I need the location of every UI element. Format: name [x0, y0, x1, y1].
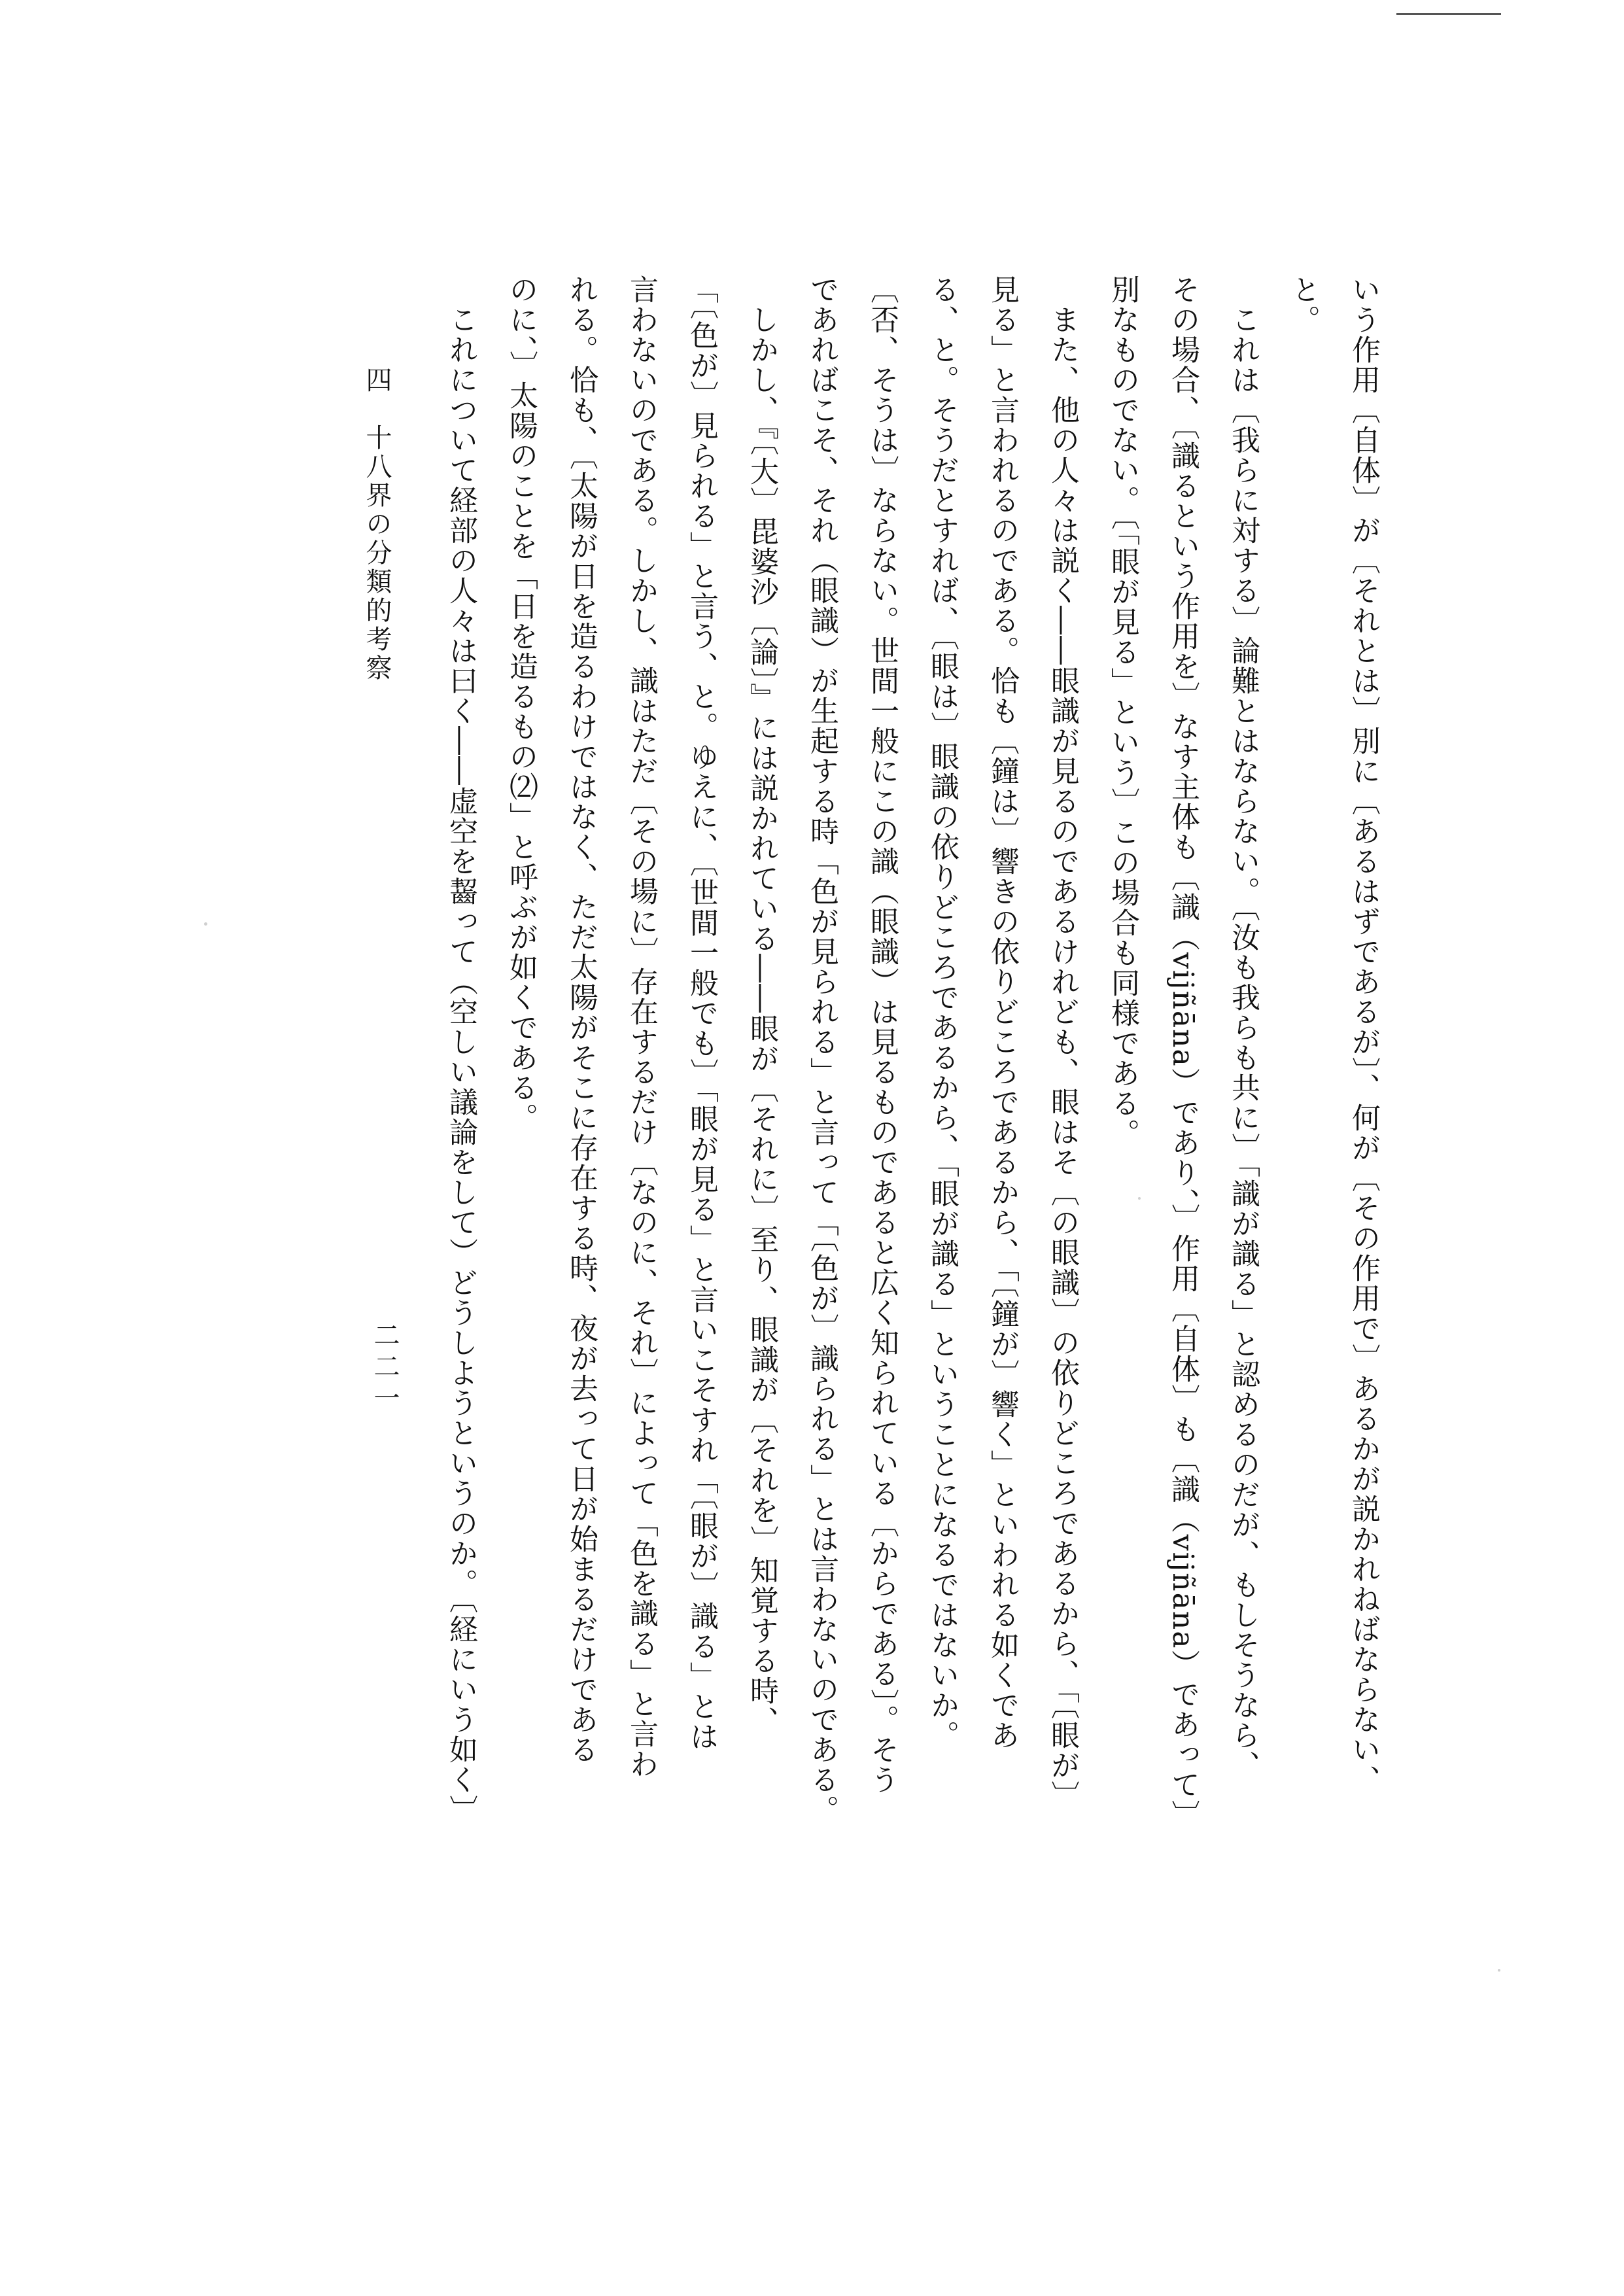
text-line: 〔否、そうは〕ならない。世間一般にこの識（眼識）は見るものであると広く知られている〔からである〕。そう: [865, 275, 899, 1795]
scan-speck: [1138, 1197, 1141, 1200]
text-line: 見る」と言われるのである。恰も〔鐘は〕響きの依りどころであるから、「〔鐘が〕響く」といわれる如くであ: [986, 275, 1019, 1750]
body-text: [366, 275, 1393, 1949]
text-line: いう作用〔自体〕が〔それとは〕別に〔あるはずであるが〕、何が〔その作用で〕あるかが説かれねばならない、: [1347, 275, 1380, 1795]
text-line: これについて経部の人々は曰く――虚空を齧って（空しい議論をして）どうしようというのか。〔経にいう如く〕: [444, 305, 477, 1825]
text-line: であればこそ、それ（眼識）が生起する時「色が見られる」と言って「〔色が〕識られる」とは言わないのである。: [805, 275, 838, 1825]
text-line: る、と。そうだとすれば、〔眼は〕眼識の依りどころであるから、「眼が識る」ということになるではないか。: [925, 275, 959, 1750]
scan-speck: [1498, 1969, 1500, 1972]
text-line: れる。恰も、〔太陽が日を造るわけではなく、ただ太陽がそこに存在する時、夜が去って日が始まるだけである: [564, 275, 598, 1765]
text-line: しかし、『〔大〕毘婆沙〔論〕』には説かれている――眼が〔それに〕至り、眼識が〔それを〕知覚する時、: [745, 305, 778, 1736]
text-line: と。: [1287, 275, 1320, 335]
text-line: これは〔我らに対する〕論難とはならない。〔汝も我らも共に〕「識が識る」と認めるのだが、もしそうなら、: [1226, 305, 1260, 1781]
text-line: のに、〕太陽のことを「日を造るもの⑵」と呼ぶが如くである。: [504, 275, 538, 1133]
scan-speck: [204, 922, 207, 926]
text-line: 「〔色が〕見られる」と言う、と。ゆえに、〔世間一般でも〕「眼が見る」と言いこそすれ「〔眼が〕識る」とは: [685, 275, 718, 1752]
text-line: また、他の人々は説く――眼識が見るのであるけれども、眼はそ〔の眼識〕の依りどころであるから、「〔眼が〕: [1046, 305, 1079, 1811]
running-head: 四 十八界の分類的考察: [362, 366, 392, 683]
page-number: 二二一: [370, 1321, 400, 1416]
text-line: 言わないのである。しかし、識はただ〔その場に〕存在するだけ〔なのに、それ〕によって「色を識る」と言わ: [625, 275, 658, 1779]
top-rule: [1396, 13, 1501, 15]
text-line: 別なものでない。〔「眼が見る」という〕この場合も同様である。: [1106, 275, 1139, 1149]
text-line: その場合、〔識るという作用を〕なす主体も〔識（vijñāna）であり、〕作用〔自体〕も〔識（vijñāna）であって〕: [1166, 275, 1200, 1830]
